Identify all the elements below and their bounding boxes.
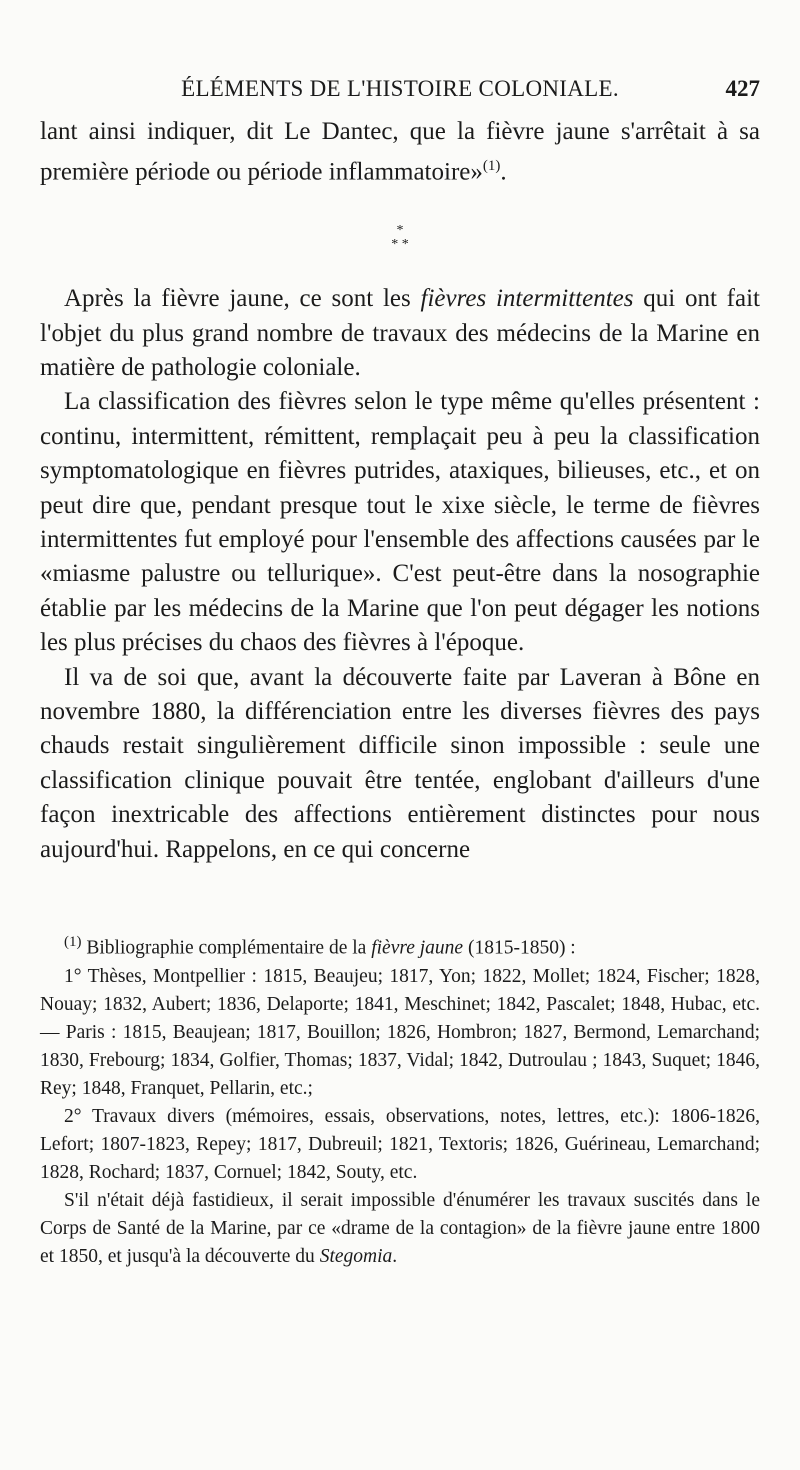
running-title: ÉLÉMENTS DE L'HISTOIRE COLONIALE. [181,76,619,101]
section-separator [40,224,760,252]
footnote-closing-text-a: S'il n'était déjà fastidieux, il serait impossible d'énumérer les travaux suscités dans le Corps de Santé de la Marine, par ce «drame de la contagion» de la fièvre jaune entre 1800 et 1850, et jusqu'à la découverte du [40,1189,760,1267]
paragraph-4: Il va de soi que, avant la découverte faite par Laveran à Bône en novembre 1880, la différenciation entre les diverses fièvres des pays chauds restait singulièrement difficile sinon impossible : seule une classification clinique pouvait être tentée, englobant d'ailleurs d'une façon inextricable des affections entièrement distinctes pour nous aujourd'hui. Rappelons, en ce qui concerne [40,663,760,863]
footnote-item-2: 2° Travaux divers (mémoires, essais, observations, notes, lettres, etc.): 1806-1826, Lefort; 1807-1823, Repey; 1817, Dubreuil; 1821, Textoris; 1826, Guérineau, Lemarchand; 1828, Rochard; 1837, Cornuel; 1842, Souty, etc. [40,1105,760,1183]
separator-star-top: * [396,223,404,239]
paragraph-1 [40,115,760,190]
page-header [40,72,760,112]
page-number: 427 [725,76,760,101]
paragraph-2-text-a: Après la fièvre jaune, ce sont les [64,285,421,313]
footnote-item-1: 1° Thèses, Montpellier : 1815, Beaujeu; 1817, Yon; 1822, Mollet; 1824, Fischer; 1828, Nouay; 1832, Aubert; 1836, Delaporte; 1841, Meschinet; 1842, Pascalet; 1848, Hubac, etc. — Paris : 1815, Beaujean; 1817, Bouillon; 1826, Hombron; 1827, Bermond, Lemarchand; 1830, Frebourg; 1834, Golfier, Thomas; 1837, Vidal; 1842, Dutroulau ; 1843, Suquet; 1846, Rey; 1848, Franquet, Pellarin, etc.; [40,965,760,1099]
footnote-closing-text-b: . [392,1245,398,1267]
paragraph-1-end: . [500,158,507,186]
separator-stars-bottom: * * [391,237,409,253]
footnote-intro-italic: fièvre jaune [371,937,464,959]
paragraph-2-text-b: qui ont fait l'objet du plus grand nombre de travaux des médecins de la Marine en matière de pathologie coloniale. [40,285,761,381]
footnote-marker: (1) [64,934,82,950]
footnote-closing [40,1187,760,1271]
main-text [40,115,760,867]
footnote-closing-italic: Stegomia [319,1245,393,1267]
paragraph-2-italic: fièvres intermittentes [420,285,634,313]
footnote-intro [40,928,760,963]
footnote-ref: (1) [482,158,501,175]
paragraph-1-text: lant ainsi indiquer, dit Le Dantec, que la fièvre jaune s'arrêtait à sa première période ou période inflammatoire» [40,118,760,186]
paragraph-2 [40,282,760,385]
footnote-intro-text-b: (1815-1850) : [463,937,576,959]
footnote [40,928,760,1271]
paragraph-3: La classification des fièvres selon le type même qu'elles présentent : continu, intermittent, rémittent, remplaçait peu à peu la classification symptomatologique en fièvres putrides, ataxiques, bilieuses, etc., et on peut dire que, pendant presque tout le xixe siècle, le terme de fièvres intermittentes fut employé pour l'ensemble des affections causées par le «miasme palustre ou tellurique». C'est peut-être dans la nosographie établie par les médecins de la Marine que l'on peut dégager les notions les plus précises du chaos des fièvres à l'époque. [40,388,760,657]
footnote-intro-text-a: Bibliographie complémentaire de la [81,937,372,959]
